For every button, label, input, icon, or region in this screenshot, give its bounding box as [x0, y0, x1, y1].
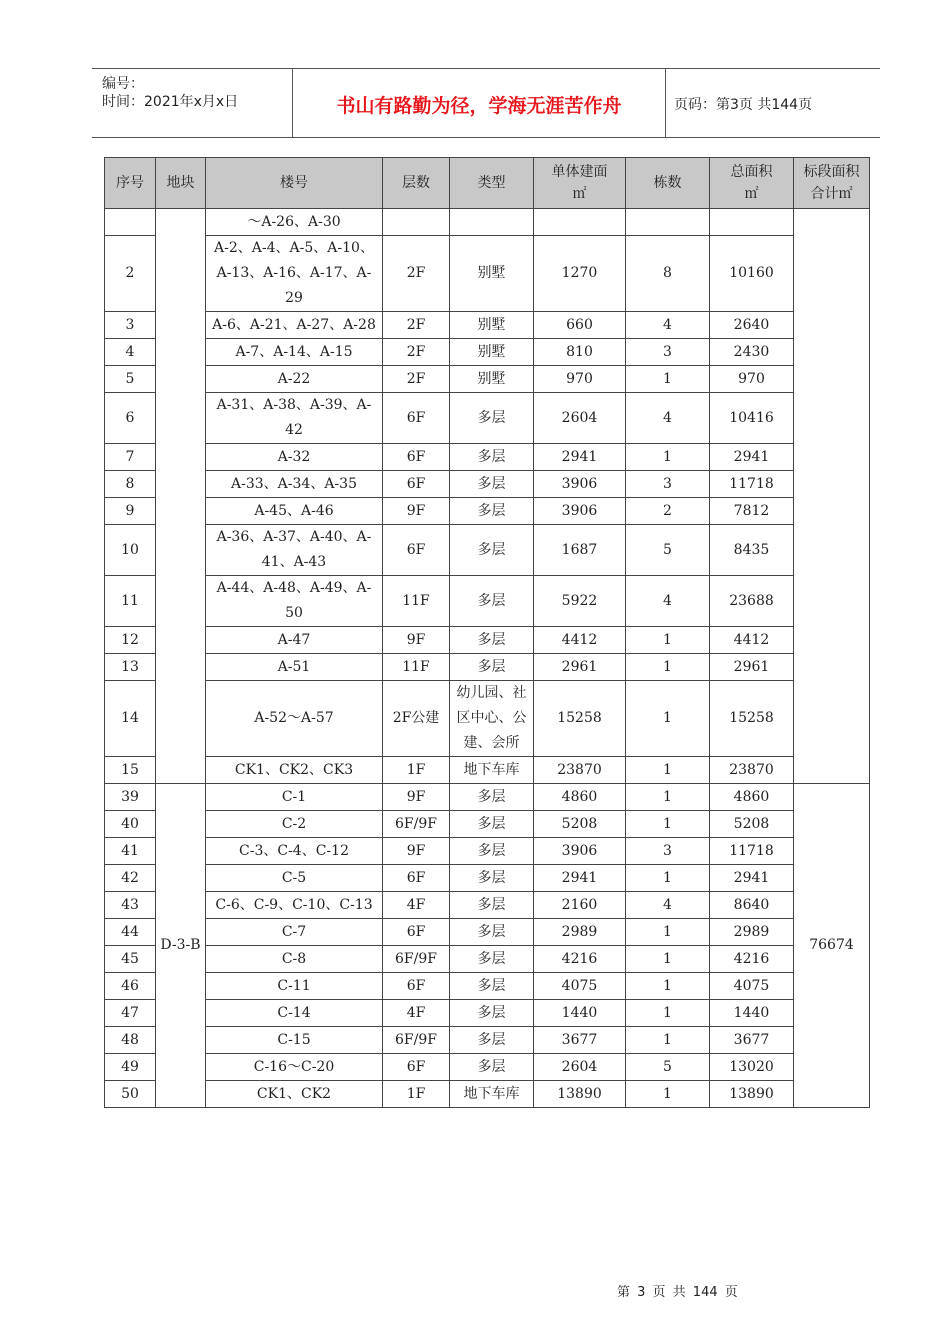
- building-no-cell: A-52～A-57: [206, 681, 383, 757]
- building-count-cell: 1: [626, 1081, 710, 1108]
- col-header-building: 楼号: [206, 158, 383, 209]
- total-area-cell: 10416: [710, 393, 794, 444]
- building-no-cell: C-11: [206, 973, 383, 1000]
- type-cell: 别墅: [450, 339, 534, 366]
- building-count-cell: 1: [626, 784, 710, 811]
- row-no-cell: 9: [105, 498, 156, 525]
- building-count-cell: 1: [626, 1000, 710, 1027]
- table-row: [105, 1027, 870, 1054]
- total-area-cell: 2961: [710, 654, 794, 681]
- header-meta: [92, 69, 293, 137]
- row-no-cell: 39: [105, 784, 156, 811]
- row-no-cell: 13: [105, 654, 156, 681]
- col-header-section-line2: 合计㎡: [810, 186, 853, 202]
- building-no-cell: A-45、A-46: [206, 498, 383, 525]
- building-no-cell: C-6、C-9、C-10、C-13: [206, 892, 383, 919]
- type-cell: 幼儿园、社区中心、公建、会所: [450, 681, 534, 757]
- table-row: [105, 393, 870, 444]
- total-area-cell: 2430: [710, 339, 794, 366]
- building-count-cell: 4: [626, 312, 710, 339]
- building-no-cell: C-3、C-4、C-12: [206, 838, 383, 865]
- table-row: [105, 339, 870, 366]
- col-header-total-line1: 总面积: [730, 164, 773, 180]
- serial-label: 编号：: [102, 76, 144, 92]
- table-row: [105, 892, 870, 919]
- type-cell: 多层: [450, 1054, 534, 1081]
- unit-area-cell: 4216: [534, 946, 626, 973]
- floors-cell: 9F: [383, 838, 450, 865]
- floors-cell: 11F: [383, 576, 450, 627]
- floors-cell: 1F: [383, 757, 450, 784]
- col-header-count: 栋数: [626, 158, 710, 209]
- unit-area-cell: 13890: [534, 1081, 626, 1108]
- type-cell: 多层: [450, 444, 534, 471]
- row-no-cell: 41: [105, 838, 156, 865]
- floors-cell: 11F: [383, 654, 450, 681]
- time-label: 时间：2021年x月x日: [102, 94, 239, 110]
- total-area-cell: 23870: [710, 757, 794, 784]
- type-cell: 多层: [450, 393, 534, 444]
- building-no-cell: A-36、A-37、A-40、A-41、A-43: [206, 525, 383, 576]
- row-no-cell: 2: [105, 236, 156, 312]
- type-cell: 多层: [450, 919, 534, 946]
- building-no-cell: A-22: [206, 366, 383, 393]
- floors-cell: 6F: [383, 471, 450, 498]
- unit-area-cell: 2604: [534, 1054, 626, 1081]
- building-no-cell: C-15: [206, 1027, 383, 1054]
- group1-block-cell: [156, 209, 206, 784]
- table-row: [105, 973, 870, 1000]
- floors-cell: [383, 209, 450, 236]
- floors-cell: 6F/9F: [383, 946, 450, 973]
- building-count-cell: 1: [626, 1027, 710, 1054]
- table-row: [105, 627, 870, 654]
- building-count-cell: 4: [626, 576, 710, 627]
- unit-area-cell: 1687: [534, 525, 626, 576]
- type-cell: 多层: [450, 1027, 534, 1054]
- unit-area-cell: 3906: [534, 838, 626, 865]
- type-cell: 多层: [450, 973, 534, 1000]
- total-area-cell: 1440: [710, 1000, 794, 1027]
- building-no-cell: A-44、A-48、A-49、A-50: [206, 576, 383, 627]
- floors-cell: 2F: [383, 366, 450, 393]
- type-cell: 多层: [450, 471, 534, 498]
- floors-cell: 6F: [383, 444, 450, 471]
- table-row: [105, 312, 870, 339]
- header-slogan-cell: [293, 69, 666, 137]
- table-row: [105, 236, 870, 312]
- building-count-cell: 1: [626, 757, 710, 784]
- building-count-cell: 4: [626, 892, 710, 919]
- unit-area-cell: [534, 209, 626, 236]
- unit-area-cell: 660: [534, 312, 626, 339]
- building-count-cell: 3: [626, 339, 710, 366]
- row-no-cell: 11: [105, 576, 156, 627]
- total-area-cell: 3677: [710, 1027, 794, 1054]
- total-area-cell: 15258: [710, 681, 794, 757]
- floors-cell: 2F: [383, 339, 450, 366]
- table-row: [105, 757, 870, 784]
- group2-section-total-cell: 76674: [794, 784, 870, 1108]
- building-count-cell: 1: [626, 366, 710, 393]
- col-header-block: 地块: [156, 158, 206, 209]
- building-count-cell: 1: [626, 973, 710, 1000]
- building-no-cell: A-2、A-4、A-5、A-10、A-13、A-16、A-17、A-29: [206, 236, 383, 312]
- row-no-cell: 47: [105, 1000, 156, 1027]
- building-no-cell: A-33、A-34、A-35: [206, 471, 383, 498]
- building-no-cell: ～A-26、A-30: [206, 209, 383, 236]
- building-count-cell: 3: [626, 471, 710, 498]
- table-row: [105, 1081, 870, 1108]
- total-area-cell: 10160: [710, 236, 794, 312]
- total-area-cell: 13020: [710, 1054, 794, 1081]
- building-no-cell: CK1、CK2: [206, 1081, 383, 1108]
- total-area-cell: 13890: [710, 1081, 794, 1108]
- total-area-cell: 2941: [710, 865, 794, 892]
- unit-area-cell: 970: [534, 366, 626, 393]
- building-count-cell: 4: [626, 393, 710, 444]
- col-header-unit-area: [534, 158, 626, 209]
- building-no-cell: C-16～C-20: [206, 1054, 383, 1081]
- building-count-cell: 1: [626, 444, 710, 471]
- building-no-cell: C-1: [206, 784, 383, 811]
- total-area-cell: 8435: [710, 525, 794, 576]
- type-cell: 多层: [450, 865, 534, 892]
- building-count-cell: 1: [626, 654, 710, 681]
- floors-cell: 6F: [383, 525, 450, 576]
- unit-area-cell: 2160: [534, 892, 626, 919]
- col-header-total-line2: ㎡: [744, 186, 759, 202]
- type-cell: 别墅: [450, 236, 534, 312]
- building-count-cell: 2: [626, 498, 710, 525]
- building-no-cell: C-2: [206, 811, 383, 838]
- floors-cell: 2F: [383, 236, 450, 312]
- page-footer: 第 3 页 共 144 页: [617, 1285, 738, 1300]
- row-no-cell: 46: [105, 973, 156, 1000]
- total-area-cell: 7812: [710, 498, 794, 525]
- total-area-cell: 23688: [710, 576, 794, 627]
- floors-cell: 6F/9F: [383, 811, 450, 838]
- slogan: 书山有路勤为径，学海无涯苦作舟: [336, 95, 622, 117]
- row-no-cell: 49: [105, 1054, 156, 1081]
- building-count-cell: 5: [626, 1054, 710, 1081]
- type-cell: 多层: [450, 525, 534, 576]
- col-header-section-line1: 标段面积: [803, 164, 860, 180]
- table-row: [105, 209, 870, 236]
- unit-area-cell: 3677: [534, 1027, 626, 1054]
- type-cell: 多层: [450, 946, 534, 973]
- floors-cell: 4F: [383, 892, 450, 919]
- row-no-cell: 6: [105, 393, 156, 444]
- col-header-unit-area-line2: ㎡: [572, 186, 587, 202]
- row-no-cell: 3: [105, 312, 156, 339]
- type-cell: 多层: [450, 576, 534, 627]
- unit-area-cell: 5208: [534, 811, 626, 838]
- type-cell: 多层: [450, 838, 534, 865]
- row-no-cell: 4: [105, 339, 156, 366]
- building-count-cell: 5: [626, 525, 710, 576]
- floors-cell: 9F: [383, 784, 450, 811]
- row-no-cell: 50: [105, 1081, 156, 1108]
- floors-cell: 1F: [383, 1081, 450, 1108]
- floors-cell: 6F: [383, 393, 450, 444]
- type-cell: 多层: [450, 784, 534, 811]
- total-area-cell: 4075: [710, 973, 794, 1000]
- floors-cell: 6F: [383, 973, 450, 1000]
- group2-block-cell: D-3-B: [156, 784, 206, 1108]
- building-no-cell: A-51: [206, 654, 383, 681]
- col-header-type: 类型: [450, 158, 534, 209]
- total-area-cell: 11718: [710, 838, 794, 865]
- table-row: [105, 576, 870, 627]
- building-no-cell: A-31、A-38、A-39、A-42: [206, 393, 383, 444]
- building-no-cell: C-8: [206, 946, 383, 973]
- total-area-cell: 4216: [710, 946, 794, 973]
- row-no-cell: 12: [105, 627, 156, 654]
- header-page-cell: [666, 69, 880, 137]
- floors-cell: 4F: [383, 1000, 450, 1027]
- building-no-cell: CK1、CK2、CK3: [206, 757, 383, 784]
- table-header-row: [105, 158, 870, 209]
- type-cell: 多层: [450, 892, 534, 919]
- building-count-cell: 1: [626, 681, 710, 757]
- building-count-cell: 8: [626, 236, 710, 312]
- row-no-cell: [105, 209, 156, 236]
- table-row: [105, 366, 870, 393]
- floors-cell: 2F公建: [383, 681, 450, 757]
- total-area-cell: 8640: [710, 892, 794, 919]
- floors-cell: 2F: [383, 312, 450, 339]
- unit-area-cell: 810: [534, 339, 626, 366]
- row-no-cell: 14: [105, 681, 156, 757]
- building-no-cell: A-47: [206, 627, 383, 654]
- total-area-cell: 2640: [710, 312, 794, 339]
- unit-area-cell: 2604: [534, 393, 626, 444]
- total-area-cell: 2989: [710, 919, 794, 946]
- unit-area-cell: 4860: [534, 784, 626, 811]
- total-area-cell: 4860: [710, 784, 794, 811]
- building-count-cell: 1: [626, 919, 710, 946]
- row-no-cell: 40: [105, 811, 156, 838]
- row-no-cell: 5: [105, 366, 156, 393]
- row-no-cell: 43: [105, 892, 156, 919]
- col-header-no: 序号: [105, 158, 156, 209]
- type-cell: 多层: [450, 1000, 534, 1027]
- building-no-cell: A-6、A-21、A-27、A-28: [206, 312, 383, 339]
- table-row: [105, 811, 870, 838]
- total-area-cell: 970: [710, 366, 794, 393]
- row-no-cell: 48: [105, 1027, 156, 1054]
- group1-section-total-cell: [794, 209, 870, 784]
- floors-cell: 6F: [383, 865, 450, 892]
- floors-cell: 9F: [383, 627, 450, 654]
- total-area-cell: 2941: [710, 444, 794, 471]
- row-no-cell: 10: [105, 525, 156, 576]
- col-header-floors: 层数: [383, 158, 450, 209]
- table-row: [105, 946, 870, 973]
- unit-area-cell: 4412: [534, 627, 626, 654]
- floors-cell: 6F: [383, 919, 450, 946]
- type-cell: 别墅: [450, 366, 534, 393]
- type-cell: 别墅: [450, 312, 534, 339]
- table-row: [105, 471, 870, 498]
- table-row: [105, 681, 870, 757]
- unit-area-cell: 1440: [534, 1000, 626, 1027]
- building-no-cell: C-7: [206, 919, 383, 946]
- type-cell: 多层: [450, 654, 534, 681]
- total-area-cell: 4412: [710, 627, 794, 654]
- floors-cell: 6F: [383, 1054, 450, 1081]
- unit-area-cell: 3906: [534, 471, 626, 498]
- type-cell: 地下车库: [450, 1081, 534, 1108]
- total-area-cell: 11718: [710, 471, 794, 498]
- unit-area-cell: 23870: [534, 757, 626, 784]
- row-no-cell: 8: [105, 471, 156, 498]
- table-row: [105, 1000, 870, 1027]
- building-count-cell: 1: [626, 627, 710, 654]
- floors-cell: 9F: [383, 498, 450, 525]
- table-row: [105, 919, 870, 946]
- building-count-cell: [626, 209, 710, 236]
- type-cell: 多层: [450, 627, 534, 654]
- header-page-label: 页码：第3页 共144页: [674, 97, 813, 113]
- unit-area-cell: 5922: [534, 576, 626, 627]
- table-row: [105, 784, 870, 811]
- building-count-cell: 1: [626, 865, 710, 892]
- unit-area-cell: 1270: [534, 236, 626, 312]
- total-area-cell: 5208: [710, 811, 794, 838]
- table-row: [105, 444, 870, 471]
- row-no-cell: 45: [105, 946, 156, 973]
- row-no-cell: 7: [105, 444, 156, 471]
- unit-area-cell: 2989: [534, 919, 626, 946]
- table-row: [105, 498, 870, 525]
- building-no-cell: A-7、A-14、A-15: [206, 339, 383, 366]
- building-count-cell: 3: [626, 838, 710, 865]
- total-area-cell: [710, 209, 794, 236]
- table-row: [105, 654, 870, 681]
- type-cell: 多层: [450, 811, 534, 838]
- table-row: [105, 1054, 870, 1081]
- building-no-cell: A-32: [206, 444, 383, 471]
- table-body: [105, 209, 870, 1108]
- table-row: [105, 838, 870, 865]
- row-no-cell: 15: [105, 757, 156, 784]
- building-count-cell: 1: [626, 811, 710, 838]
- unit-area-cell: 3906: [534, 498, 626, 525]
- unit-area-cell: 15258: [534, 681, 626, 757]
- building-area-table: [104, 157, 870, 1108]
- type-cell: 地下车库: [450, 757, 534, 784]
- table-row: [105, 525, 870, 576]
- unit-area-cell: 2941: [534, 444, 626, 471]
- row-no-cell: 42: [105, 865, 156, 892]
- table-row: [105, 865, 870, 892]
- unit-area-cell: 2961: [534, 654, 626, 681]
- col-header-total: [710, 158, 794, 209]
- building-no-cell: C-5: [206, 865, 383, 892]
- unit-area-cell: 2941: [534, 865, 626, 892]
- row-no-cell: 44: [105, 919, 156, 946]
- col-header-unit-area-line1: 单体建面: [551, 164, 608, 180]
- building-count-cell: 1: [626, 946, 710, 973]
- unit-area-cell: 4075: [534, 973, 626, 1000]
- col-header-section-total: [794, 158, 870, 209]
- building-no-cell: C-14: [206, 1000, 383, 1027]
- floors-cell: 6F/9F: [383, 1027, 450, 1054]
- type-cell: 多层: [450, 498, 534, 525]
- type-cell: [450, 209, 534, 236]
- page-header: [92, 68, 880, 138]
